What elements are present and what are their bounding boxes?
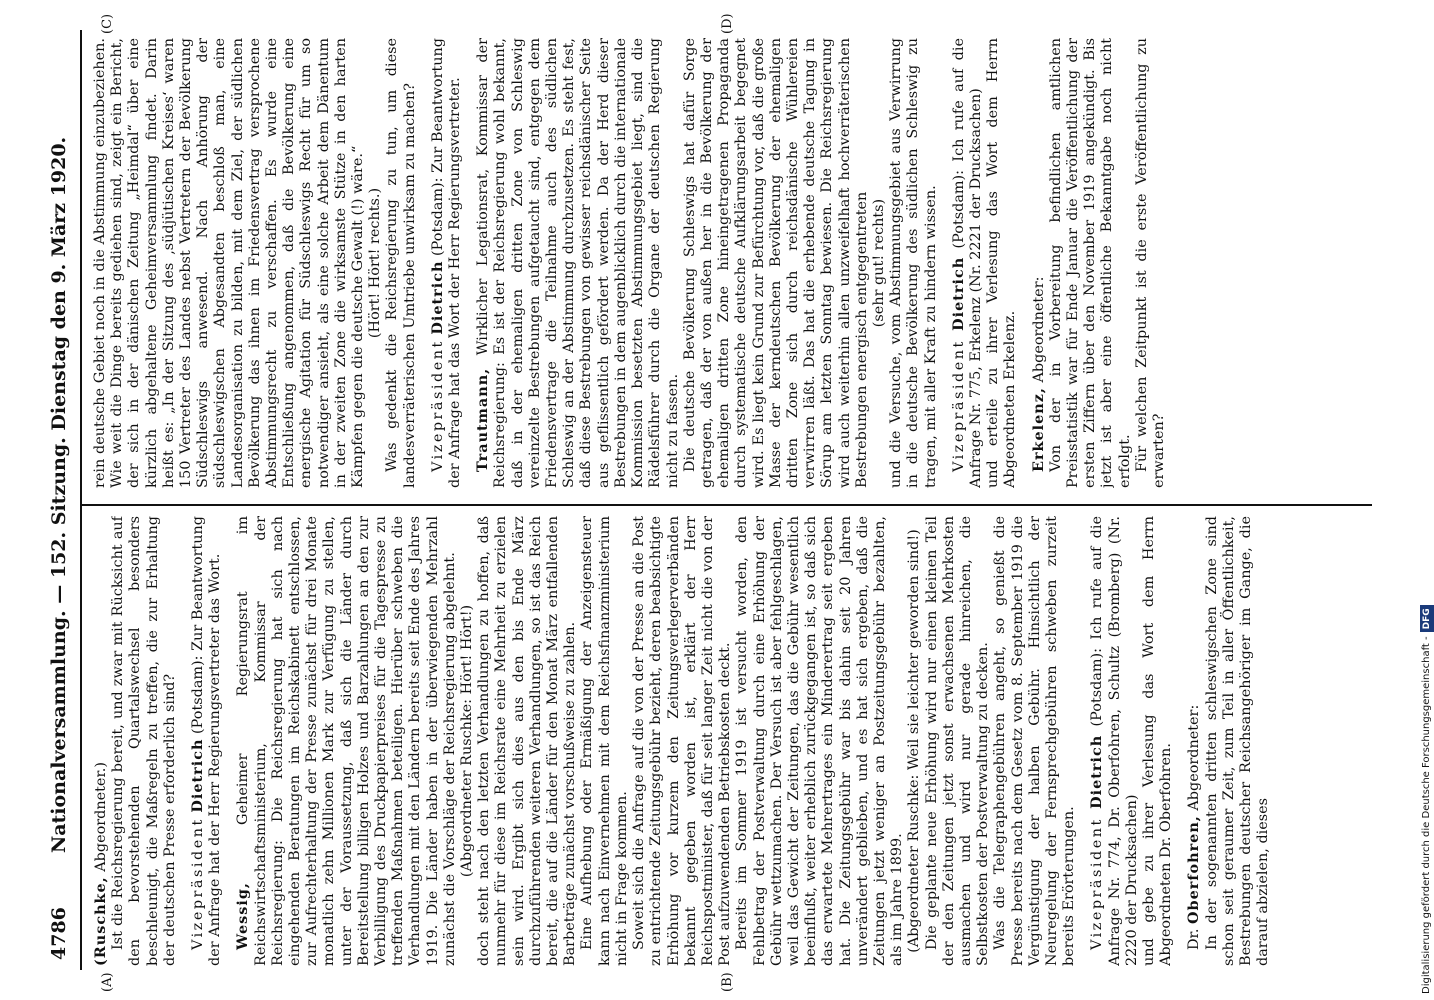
- margin-mark-b: (B): [720, 972, 735, 992]
- paragraph: und erteile zu ihrer Verlesung das Wort dem Herrn Abgeordneten Erkelenz.: [985, 38, 1019, 488]
- interjection: (sehr gut! rechts): [870, 198, 887, 328]
- column-divider: [82, 504, 1372, 506]
- header-rule: [80, 30, 82, 970]
- paragraph: Für welchen Zeitpunkt ist die erste Veröffentlichung zu erwarten?: [1133, 38, 1167, 488]
- left-column: [92, 516, 1362, 966]
- paragraph: Vizepräsident Dietrich (Potsdam): Ich rufe auf die Anfrage Nr. 775, Erkelenz (Nr. 2221 der Drucksachen): [949, 38, 984, 488]
- paragraph: Vizepräsident Dietrich (Potsdam): Zur Beantwortung der Anfrage hat das Wort der Herr Regierungsvertreter.: [428, 38, 464, 488]
- paragraph: Vizepräsident Dietrich (Potsdam): Ich rufe auf die Anfrage Nr. 774, Dr. Oberfohren, Schultz (Bromberg) (Nr. 2220 der Drucksachen): [1088, 516, 1140, 966]
- page-title: Nationalversammlung. — 152. Sitzung. Dienstag den 9. März 1920.: [48, 136, 70, 854]
- paragraph: doch steht nach den letzten Verhandlungen zu hoffen, daß nunmehr für diese im Reichsrate eine Mehrheit zu erzielen sein wird. Ergibt sich dies aus den bis Ende März durchzuführenden weiteren Verhandlungen, so ist das Reich bereit, die auf die Länder für den Monat März entfallenden Barbeträge zunächst vorschußweise zu zahlen.: [476, 516, 579, 966]
- interjection: (Abgeordneter Ruschke: Weil sie leichter geworden sind!): [906, 529, 923, 953]
- paragraph: Vizepräsident Dietrich (Potsdam): Zur Beantwortung der Anfrage hat der Herr Regierungsvertreter das Wort.: [189, 516, 224, 966]
- paragraph: Dr. Oberfohren, Abgeordneter:: [1185, 704, 1203, 950]
- paragraph: Ist die Reichsregierung bereit, und zwar mit Rücksicht auf den bevorstehenden Quartalswechsel besonders beschleunigt, die Maßregeln zu treffen, die zur Erhaltung der deutschen Presse erforderlich sind?: [110, 516, 178, 966]
- paragraph: Was gedenkt die Reichsregierung zu tun, um diese landesverräterischen Umtriebe unwirksam zu machen?: [384, 38, 418, 488]
- paragraph: Von der in Vorbereitung befindlichen amtlichen Preisstatistik war für Ende Januar die Veröffentlichung der ersten Ziffern über den November 1919 angekündigt. Bis jetzt ist aber eine öffentliche Bekanntgabe noch nicht erfolgt.: [1047, 38, 1133, 488]
- paragraph: Wessig, Geheimer Regierungsrat im Reichswirtschaftsministerium, Kommissar der Reichsregierung: Die Reichsregierung hat sich nach eingehenden Beratungen im Reichskabinett entschlossen, zur Aufrechterhaltung der Presse zunächst für drei Monate monatlich zehn Millionen Mark zur Verfügung zu stellen, unter der Voraussetzung, daß sich die Länder durch Bereitstellung billigen Holzes und Barzahlungen an den zur Verbilligung des Druckpapierpreises für die Tagespresse zu treffenden Maßnahmen beteiligen. Hierüber schweben die Verhandlungen mit den Ländern bereits seit Ende des Jahres 1919. Die Länder haben in der überwiegenden Mehrzahl zunächst die Vorschläge der Reichsregierung abgelehnt.: [234, 516, 458, 966]
- paragraph: Eine Aufhebung oder Ermäßigung der Anzeigensteuer kann nach Einvernehmen mit dem Reichsfinanzministerium nicht in Frage kommen.: [579, 516, 630, 966]
- paragraph: und gebe zu ihrer Verlesung das Wort dem Herrn Abgeordneten Dr. Oberfohren.: [1140, 516, 1175, 966]
- paragraph: Trautmann, Wirklicher Legationsrat, Kommissar der Reichsregierung: Es ist der Reichsregierung wohl bekannt, daß in der ehemaligen dritten Zone von Schleswig vereinzelte Bestrebungen aufgetaucht sind, entgegen dem Friedensvertrage die Teilnahme auch des südlichen Schleswig an der Abstimmung durchzusetzen. Es steht fest, daß diese Bestrebungen von gewisser reichsdänischer Seite aus geflissentlich gefördert werden. Da der Herd dieser Bestrebungen in dem augenblicklich durch die internationale Kommission besetzten Abstimmungsgebiet liegt, sind die Rädelsführer durch die Organe der deutschen Regierung nicht zu fassen.: [474, 38, 681, 488]
- right-column: [92, 38, 1362, 488]
- paragraph: In der sogenannten dritten schleswigschen Zone sind schon seit geraumer Zeit, zum Teil in aller Öffentlichkeit, Bestrebungen deutscher Reichsangehöriger im Gange, die darauf abzielen, dieses: [1203, 516, 1272, 966]
- page-number: 4786: [48, 907, 70, 960]
- paragraph: Die deutsche Bevölkerung Schleswigs hat dafür Sorge getragen, daß der von außen her in die Bevölkerung der ehemaligen dritten Zone hineingetragenen Propaganda durch systematische deutsche Aufklärungsarbeit begegnet wird. Es liegt kein Grund zur Befürchtung vor, daß die große Masse der kerndeutschen Bevölkerung der ehemaligen dritten Zone sich durch reichsdänische Wühlereien verwirren läßt. Das hat die erhebende deutsche Tagung in Sörup am letzten Sonntag bewiesen. Die Reichsregierung wird auch weiterhin allen unzweifelhaft hochverräterischen Bestrebungen energisch entgegentreten: [681, 38, 870, 488]
- digitization-watermark: [1420, 14, 1434, 994]
- paragraph: Die geplante neue Erhöhung wird nur einen kleinen Teil der den Zeitungen jetzt sonst erwachsenen Mehrkosten ausmachen und wird nur gerade hinreichen, die Selbstkosten der Postverwaltung zu decken.: [923, 516, 992, 966]
- interjection: (Hört! Hört! rechts.): [367, 187, 384, 339]
- margin-mark-a: (A): [100, 972, 115, 992]
- paragraph: rein deutsche Gebiet noch in die Abstimmung einzubeziehen. Wie weit die Dinge bereits gediehen sind, zeigt ein Bericht, der sich in der dänischen Zeitung „Heimdal“ über eine kürzlich abgehaltene Geheimversammlung findet. Darin heißt es: „In der Sitzung des ‚südjütischen Kreises‘ waren 150 Vertreter des Landes nebst Vertretern der Bevölkerung Südschleswigs anwesend. Nach Anhörung der südschleswigschen Abgesandten beschloß man, eine Landesorganisation zu bilden, mit dem Ziel, der südlichen Bevölkerung das ihnen im Friedensvertrag versprochene Abstimmungsrecht zu verschaffen. Es wurde eine Entschließung angenommen, daß die Bevölkerung eine energische Agitation für Südschleswigs Recht für um so notwendiger ansieht, als eine solche Arbeit dem Dänentum in der zweiten Zone die wirksamste Stütze in den harten Kämpfen gegen die deutsche Gewalt (!) wäre.“: [92, 38, 367, 488]
- watermark-text: Digitalisierung gefördert durch die Deutsche Forschungsgemeinschaft -: [1421, 636, 1432, 994]
- margin-mark-d: (D): [720, 13, 735, 34]
- margin-mark-c: (C): [100, 13, 115, 34]
- paragraph: und die Versuche, vom Abstimmungsgebiet aus Verwirrung in die deutsche Bevölkerung des südlichen Schleswig zu tragen, mit aller Kraft zu hindern wissen.: [888, 38, 939, 488]
- paragraph: Erkelenz, Abgeordneter:: [1029, 276, 1047, 472]
- paragraph: Soweit sich die Anfrage auf die von der Presse an die Post zu entrichtende Zeitungsgebühr bezieht, deren beabsichtigte Erhöhung vor kurzem den Zeitungsverlegerverbänden bekannt gegeben worden ist, erklärt der Herr Reichspostminister, daß für seit langer Zeit nicht die von der Post aufzuwendenden Betriebskosten deckt.: [631, 516, 734, 966]
- interjection: (Abgeordneter Ruschke: Hört! Hört!): [459, 604, 476, 878]
- page-header: [48, 30, 76, 960]
- paragraph: Was die Telegraphengebühren angeht, so genießt die Presse bereits nach dem Gesetz vom 8. September 1919 die Vergünstigung der halben Gebühr. Hinsichtlich der Neuregelung der Fernsprechgebühren schweben zurzeit bereits Erörterungen.: [992, 516, 1078, 966]
- dfg-logo: DFG: [1420, 605, 1434, 632]
- paragraph: Bereits im Sommer 1919 ist versucht worden, den Fehlbetrag der Postverwaltung durch eine Erhöhung der Gebühr wettzumachen. Der Versuch ist aber fehlgeschlagen, weil das Gewicht der Zeitungen, das die Gebühr wesentlich beeinflußt, weiter erheblich zurückgegangen ist, so daß sich das erwartete Mehrertrages ein Minderertrag seit ergeben hat. Die Zeitungsgebühr war bis dahin seit 20 Jahren unverändert geblieben, und es hat sich ergeben, daß die Zeitungen jetzt weniger an Postzeitungsgebühr bezahlten, als im Jahre 1899.: [734, 516, 906, 966]
- paragraph: (Ruschke, Abgeordneter.): [92, 762, 109, 966]
